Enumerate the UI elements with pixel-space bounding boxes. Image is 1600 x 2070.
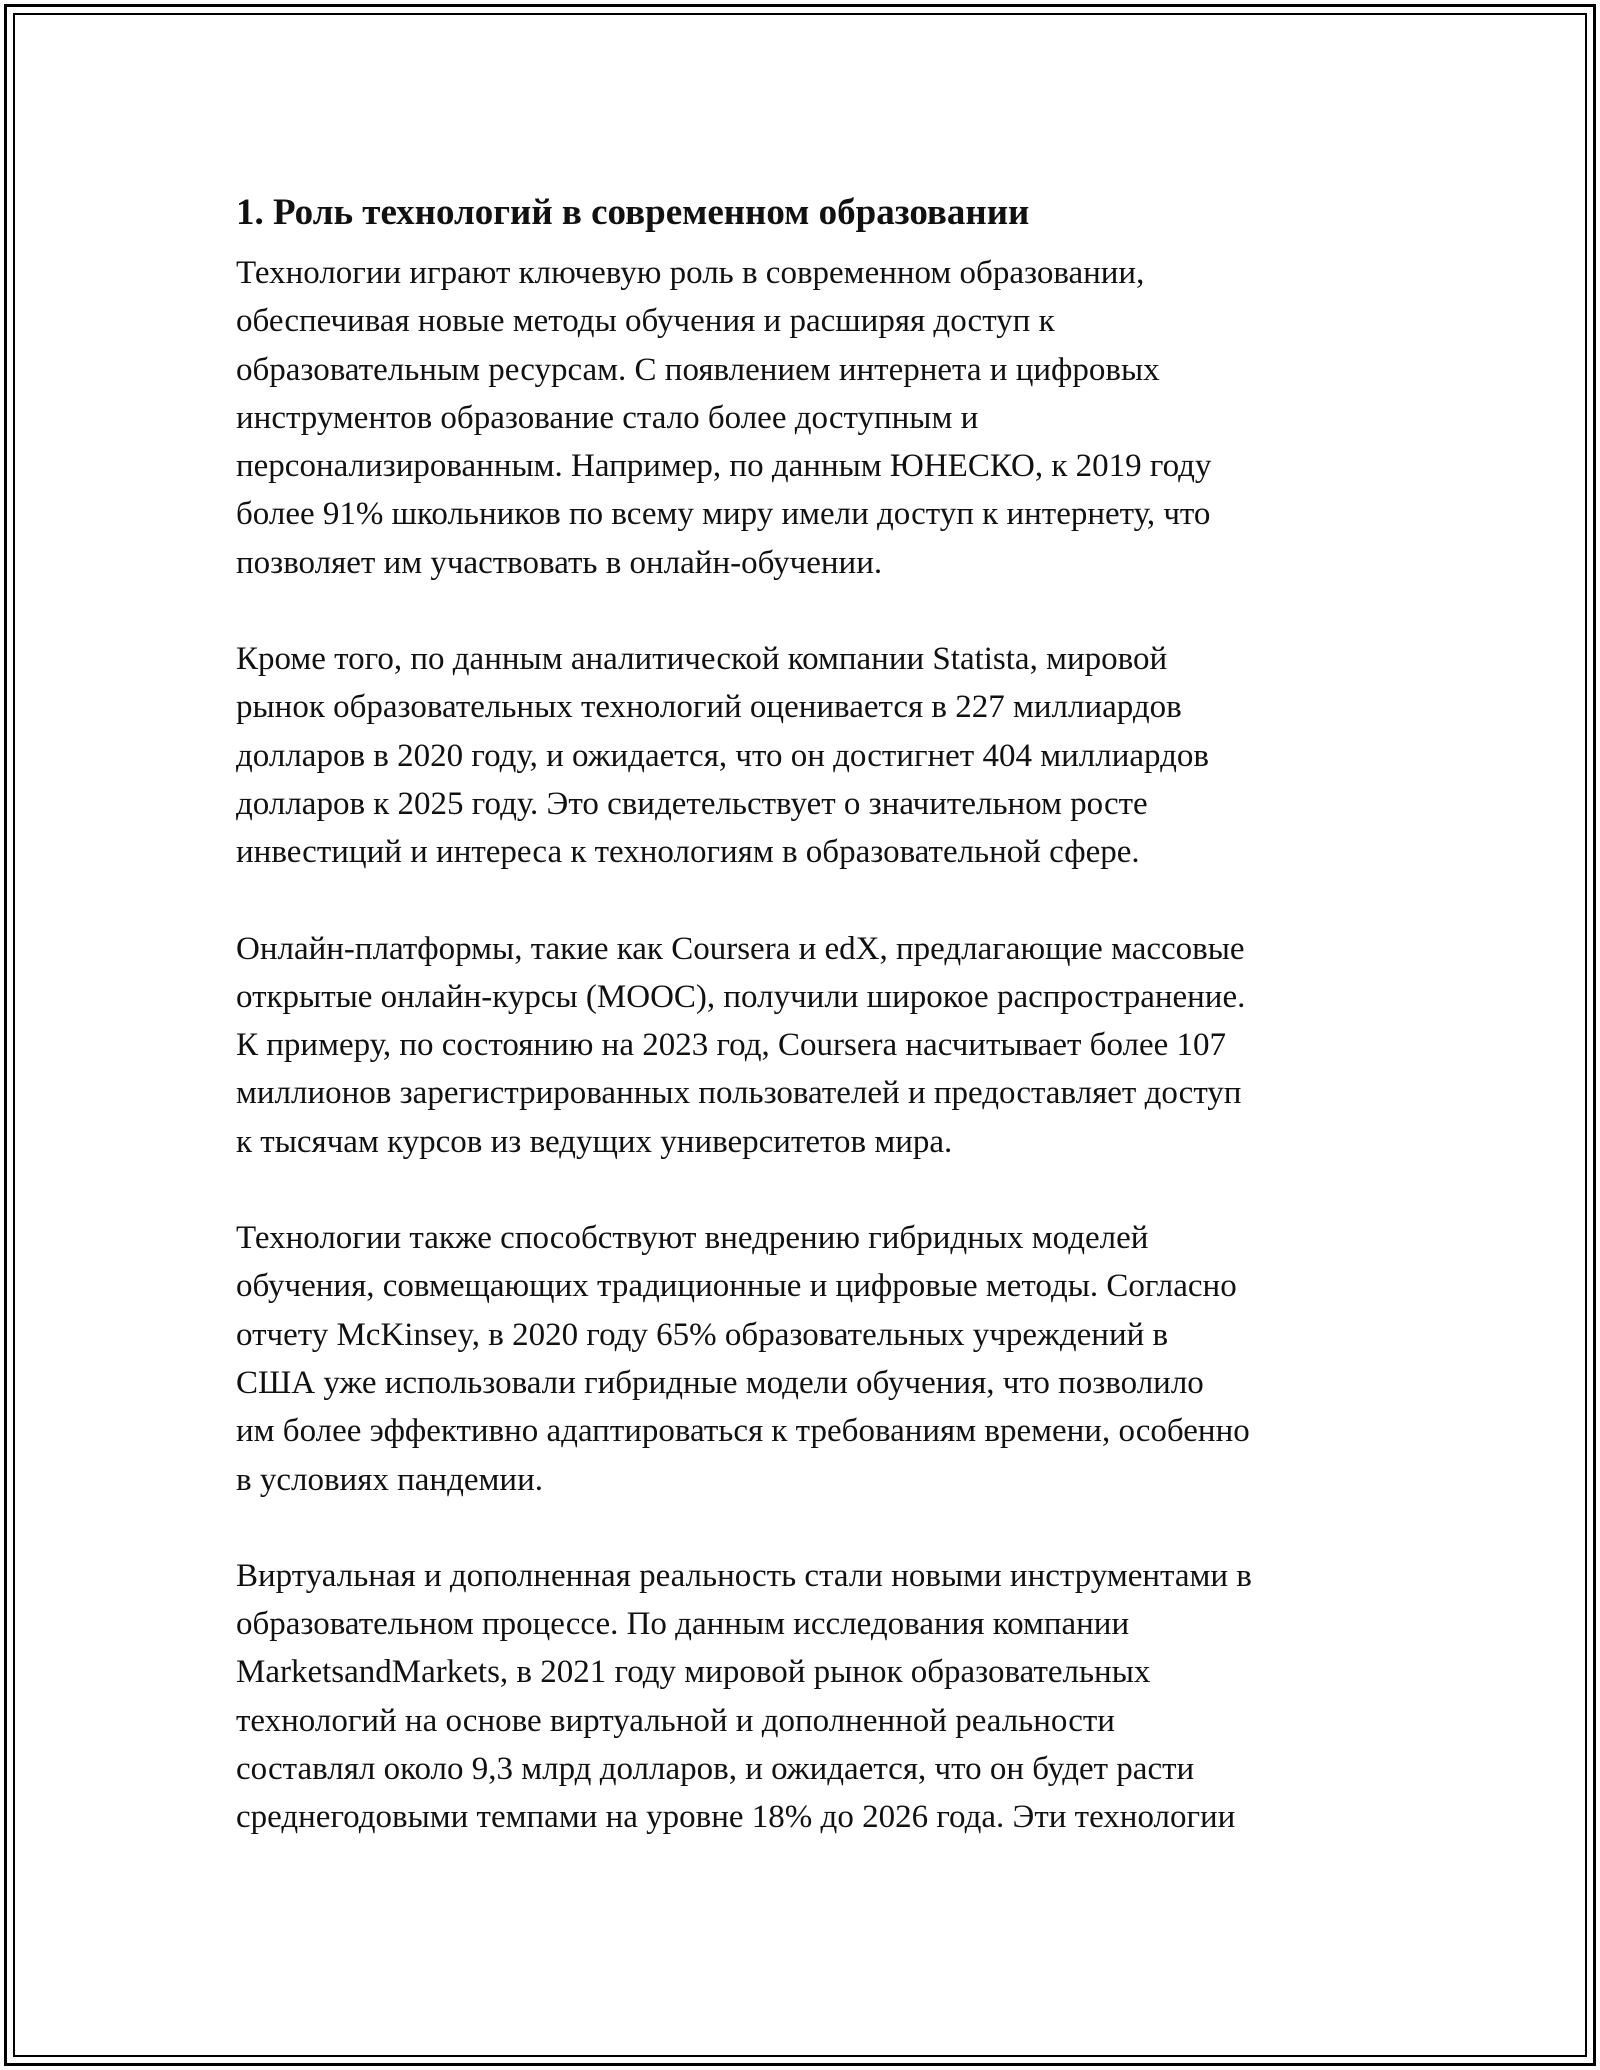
- text-line: персонализированным. Например, по данным ЮНЕСКО, к 2019 году: [236, 448, 1212, 485]
- text-line: рынок образовательных технологий оценивается в 227 миллиардов: [236, 689, 1182, 726]
- text-line: MarketsandMarkets, в 2021 году мировой рынок образовательных: [236, 1654, 1151, 1691]
- paragraph-technology-role: [236, 249, 1376, 587]
- text-line: инструментов образование стало более доступным и: [236, 399, 979, 436]
- text-line: образовательным ресурсам. С появлением интернета и цифровых: [236, 351, 1160, 388]
- text-line: долларов к 2025 году. Это свидетельствует о значительном росте: [236, 785, 1148, 822]
- text-line: Технологии также способствуют внедрению гибридных моделей: [236, 1220, 1149, 1257]
- text-line: миллионов зарегистрированных пользователей и предоставляет доступ: [236, 1075, 1242, 1112]
- text-line: составлял около 9,3 млрд долларов, и ожидается, что он будет расти: [236, 1751, 1195, 1788]
- text-line: Кроме того, по данным аналитической компании Statista, мировой: [236, 641, 1168, 678]
- section-heading: 1. Роль технологий в современном образовании: [236, 192, 1030, 233]
- text-line: позволяет им участвовать в онлайн-обучении.: [236, 544, 883, 581]
- paragraph-market-statista: [236, 635, 1376, 876]
- text-line: открытые онлайн-курсы (MOOC), получили широкое распространение.: [236, 978, 1246, 1015]
- text-line: Виртуальная и дополненная реальность стали новыми инструментами в: [236, 1557, 1252, 1594]
- text-line: отчету McKinsey, в 2020 году 65% образовательных учреждений в: [236, 1316, 1169, 1353]
- paragraph-online-platforms: [236, 925, 1376, 1166]
- text-line: образовательном процессе. По данным исследования компании: [236, 1606, 1130, 1643]
- text-line: в условиях пандемии.: [236, 1461, 543, 1498]
- text-line: Онлайн-платформы, такие как Coursera и edX, предлагающие массовые: [236, 930, 1245, 967]
- text-line: среднегодовыми темпами на уровне 18% до 2026 года. Эти технологии: [236, 1799, 1236, 1836]
- text-line: к тысячам курсов из ведущих университетов мира.: [236, 1123, 953, 1160]
- paragraph-hybrid-models: [236, 1214, 1376, 1504]
- text-line: Технологии играют ключевую роль в современном образовании,: [236, 255, 1145, 291]
- text-line: более 91% школьников по всему миру имели доступ к интернету, что: [236, 496, 1211, 533]
- text-line: К примеру, по состоянию на 2023 год, Coursera насчитывает более 107: [236, 1027, 1227, 1064]
- text-line: инвестиций и интереса к технологиям в образовательной сфере.: [236, 834, 1140, 871]
- text-line: долларов в 2020 году, и ожидается, что он достигнет 404 миллиардов: [236, 737, 1209, 774]
- document-body: [236, 185, 1376, 1842]
- text-line: технологий на основе виртуальной и дополненной реальности: [236, 1702, 1115, 1739]
- text-line: им более эффективно адаптироваться к требованиям времени, особенно: [236, 1413, 1250, 1450]
- text-line: обеспечивая новые методы обучения и расширяя доступ к: [236, 303, 1055, 340]
- text-line: обучения, совмещающих традиционные и цифровые методы. Согласно: [236, 1268, 1237, 1305]
- text-line: США уже использовали гибридные модели обучения, что позволило: [236, 1364, 1204, 1401]
- paragraph-vr-ar: [236, 1552, 1376, 1842]
